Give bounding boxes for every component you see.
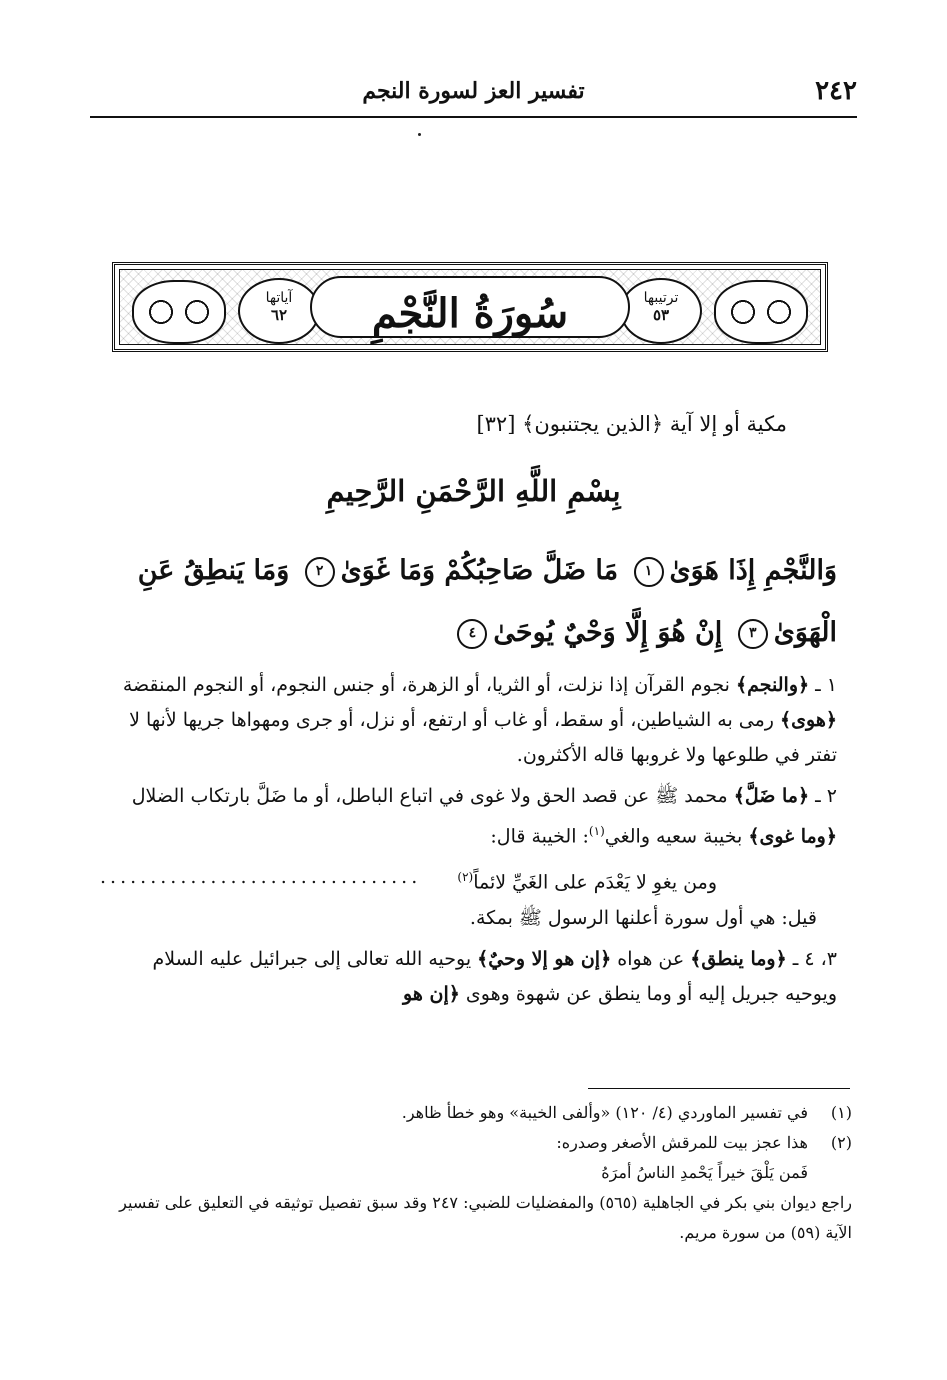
ayah-number-icon: ٣ [738, 619, 768, 649]
surah-title: سُورَةُ النَّجْمِ [371, 290, 569, 337]
commentary [100, 668, 837, 1018]
paragraph-text: نجوم القرآن إذا نزلت، أو الثريا، أو الزهرة، أو جنس النجوم، أو النجوم المنقضة [122, 674, 730, 696]
paragraph-text: رمى به الشياطين، أو سقط، أو غاب أو ارتفع، أو نزل، أو جرى ومهواها جريها لأنها لا تفتر في طلوعها ولا غروبها قاله الأكثرون. [129, 709, 837, 766]
surah-order-medallion [620, 278, 702, 344]
poem-text: ومن يغوِ لا يَعْدَم على الغَيِّ لائماً [473, 871, 717, 894]
verses-count-label: آياتها [265, 290, 293, 306]
paragraph-text: : الخيبة قال: [490, 825, 589, 848]
verse-text: وَالنَّجْمِ إِذَا هَوَىٰ [669, 555, 837, 586]
floral-ornament-icon [132, 280, 226, 344]
quoted-word: ﴿إن هو إلا وحيٌ﴾ [477, 947, 612, 970]
running-header [90, 70, 857, 118]
quoted-word: ﴿والنجم﴾ [735, 674, 810, 696]
commentary-paragraph [100, 668, 837, 773]
surah-order-label: ترتيبها [643, 290, 679, 306]
footnote [100, 1128, 852, 1158]
footnotes [100, 1098, 852, 1248]
quran-verses [90, 540, 837, 664]
footnote-text: هذا عجز بيت للمرقش الأصغر وصدره: [556, 1133, 808, 1152]
commentary-paragraph [100, 942, 837, 1012]
basmala: بِسْمِ اللَّهِ الرَّحْمَنِ الرَّحِيمِ [326, 474, 621, 508]
footnote-verse: فَمن يَلْقَ خيراً يَحْمدِ الناسُ أمرَهُ [601, 1163, 808, 1182]
footnote-divider [588, 1088, 850, 1089]
paragraph-text: عن هواه [617, 947, 685, 970]
surah-order-value: ٥٣ [652, 306, 670, 324]
verse-text: وَمَا يَنطِقُ عَنِ الْهَوَىٰ [137, 555, 837, 648]
floral-ornament-icon [714, 280, 808, 344]
footnote-reference: راجع ديوان بني بكر في الجاهلية (٥٦٥) والمفضليات للضبي: ٢٤٧ وقد سبق تفصيل توثيقه في التعليق على تفسير الآية (٥٩) من سورة مريم. [119, 1193, 852, 1242]
quoted-word: ﴿إن هو [403, 982, 460, 1005]
poem-line [100, 860, 717, 900]
entry-number: ٢ ـ [815, 785, 837, 807]
running-title: تفسير العز لسورة النجم [362, 78, 585, 104]
commentary-paragraph: قيل: هي أول سورة أعلنها الرسول ﷺ بمكة. [469, 906, 817, 929]
ayah-number-icon: ٢ [305, 557, 335, 587]
footnote-ref: (٢) [457, 870, 474, 885]
footnote-ref: (١) [588, 824, 605, 838]
stray-mark [418, 133, 421, 136]
paragraph-text: محمد ﷺ عن قصد الحق ولا غوى في اتباع الباطل، أو ما ضَلَّ بارتكاب الضلال [131, 785, 728, 807]
verses-count-medallion [238, 278, 320, 344]
footnote-text: في تفسير الماوردي (٤/ ١٢٠) «وألفى الخيبة» وهو خطأ ظاهر. [401, 1103, 808, 1122]
quoted-word: ﴿وما ينطق﴾ [690, 947, 787, 970]
quoted-word: ﴿هوى﴾ [780, 709, 837, 731]
revelation-note: مكية أو إلا آية ﴿الذين يجتنبون﴾ [٣٢] [476, 412, 787, 436]
quoted-word: ﴿وما غوى﴾ [748, 825, 837, 848]
footnote [100, 1098, 852, 1128]
ayah-number-icon: ١ [634, 557, 664, 587]
banner-pattern [119, 269, 821, 345]
page-number: ٢٤٢ [815, 76, 857, 106]
verses-count-value: ٦٢ [270, 306, 288, 324]
surah-banner [112, 262, 828, 352]
verse-text: مَا ضَلَّ صَاحِبُكُمْ وَمَا غَوَىٰ [340, 555, 619, 586]
poem-verse [457, 860, 717, 900]
entry-number: ١ ـ [815, 674, 837, 696]
footnote-number: (٢) [830, 1133, 852, 1152]
paragraph-text: بخيبة سعيه والغي [604, 825, 743, 848]
surah-cartouche [310, 276, 630, 338]
ayah-number-icon: ٤ [457, 619, 487, 649]
quoted-word: ﴿ما ضَلَّ﴾ [733, 785, 810, 807]
footnote-number: (١) [830, 1103, 852, 1122]
entry-number: ٣، ٤ ـ [792, 947, 837, 970]
verse-text: إِنْ هُوَ إِلَّا وَحْيٌ يُوحَىٰ [493, 617, 723, 648]
commentary-paragraph [100, 779, 837, 854]
poem-ellipsis: ................................ [100, 866, 422, 889]
paragraph-text: يوحيه الله تعالى إلى جبرائيل عليه السلام ويوحيه جبريل إليه أو وما ينطق عن شهوة وهوى [152, 947, 837, 1005]
